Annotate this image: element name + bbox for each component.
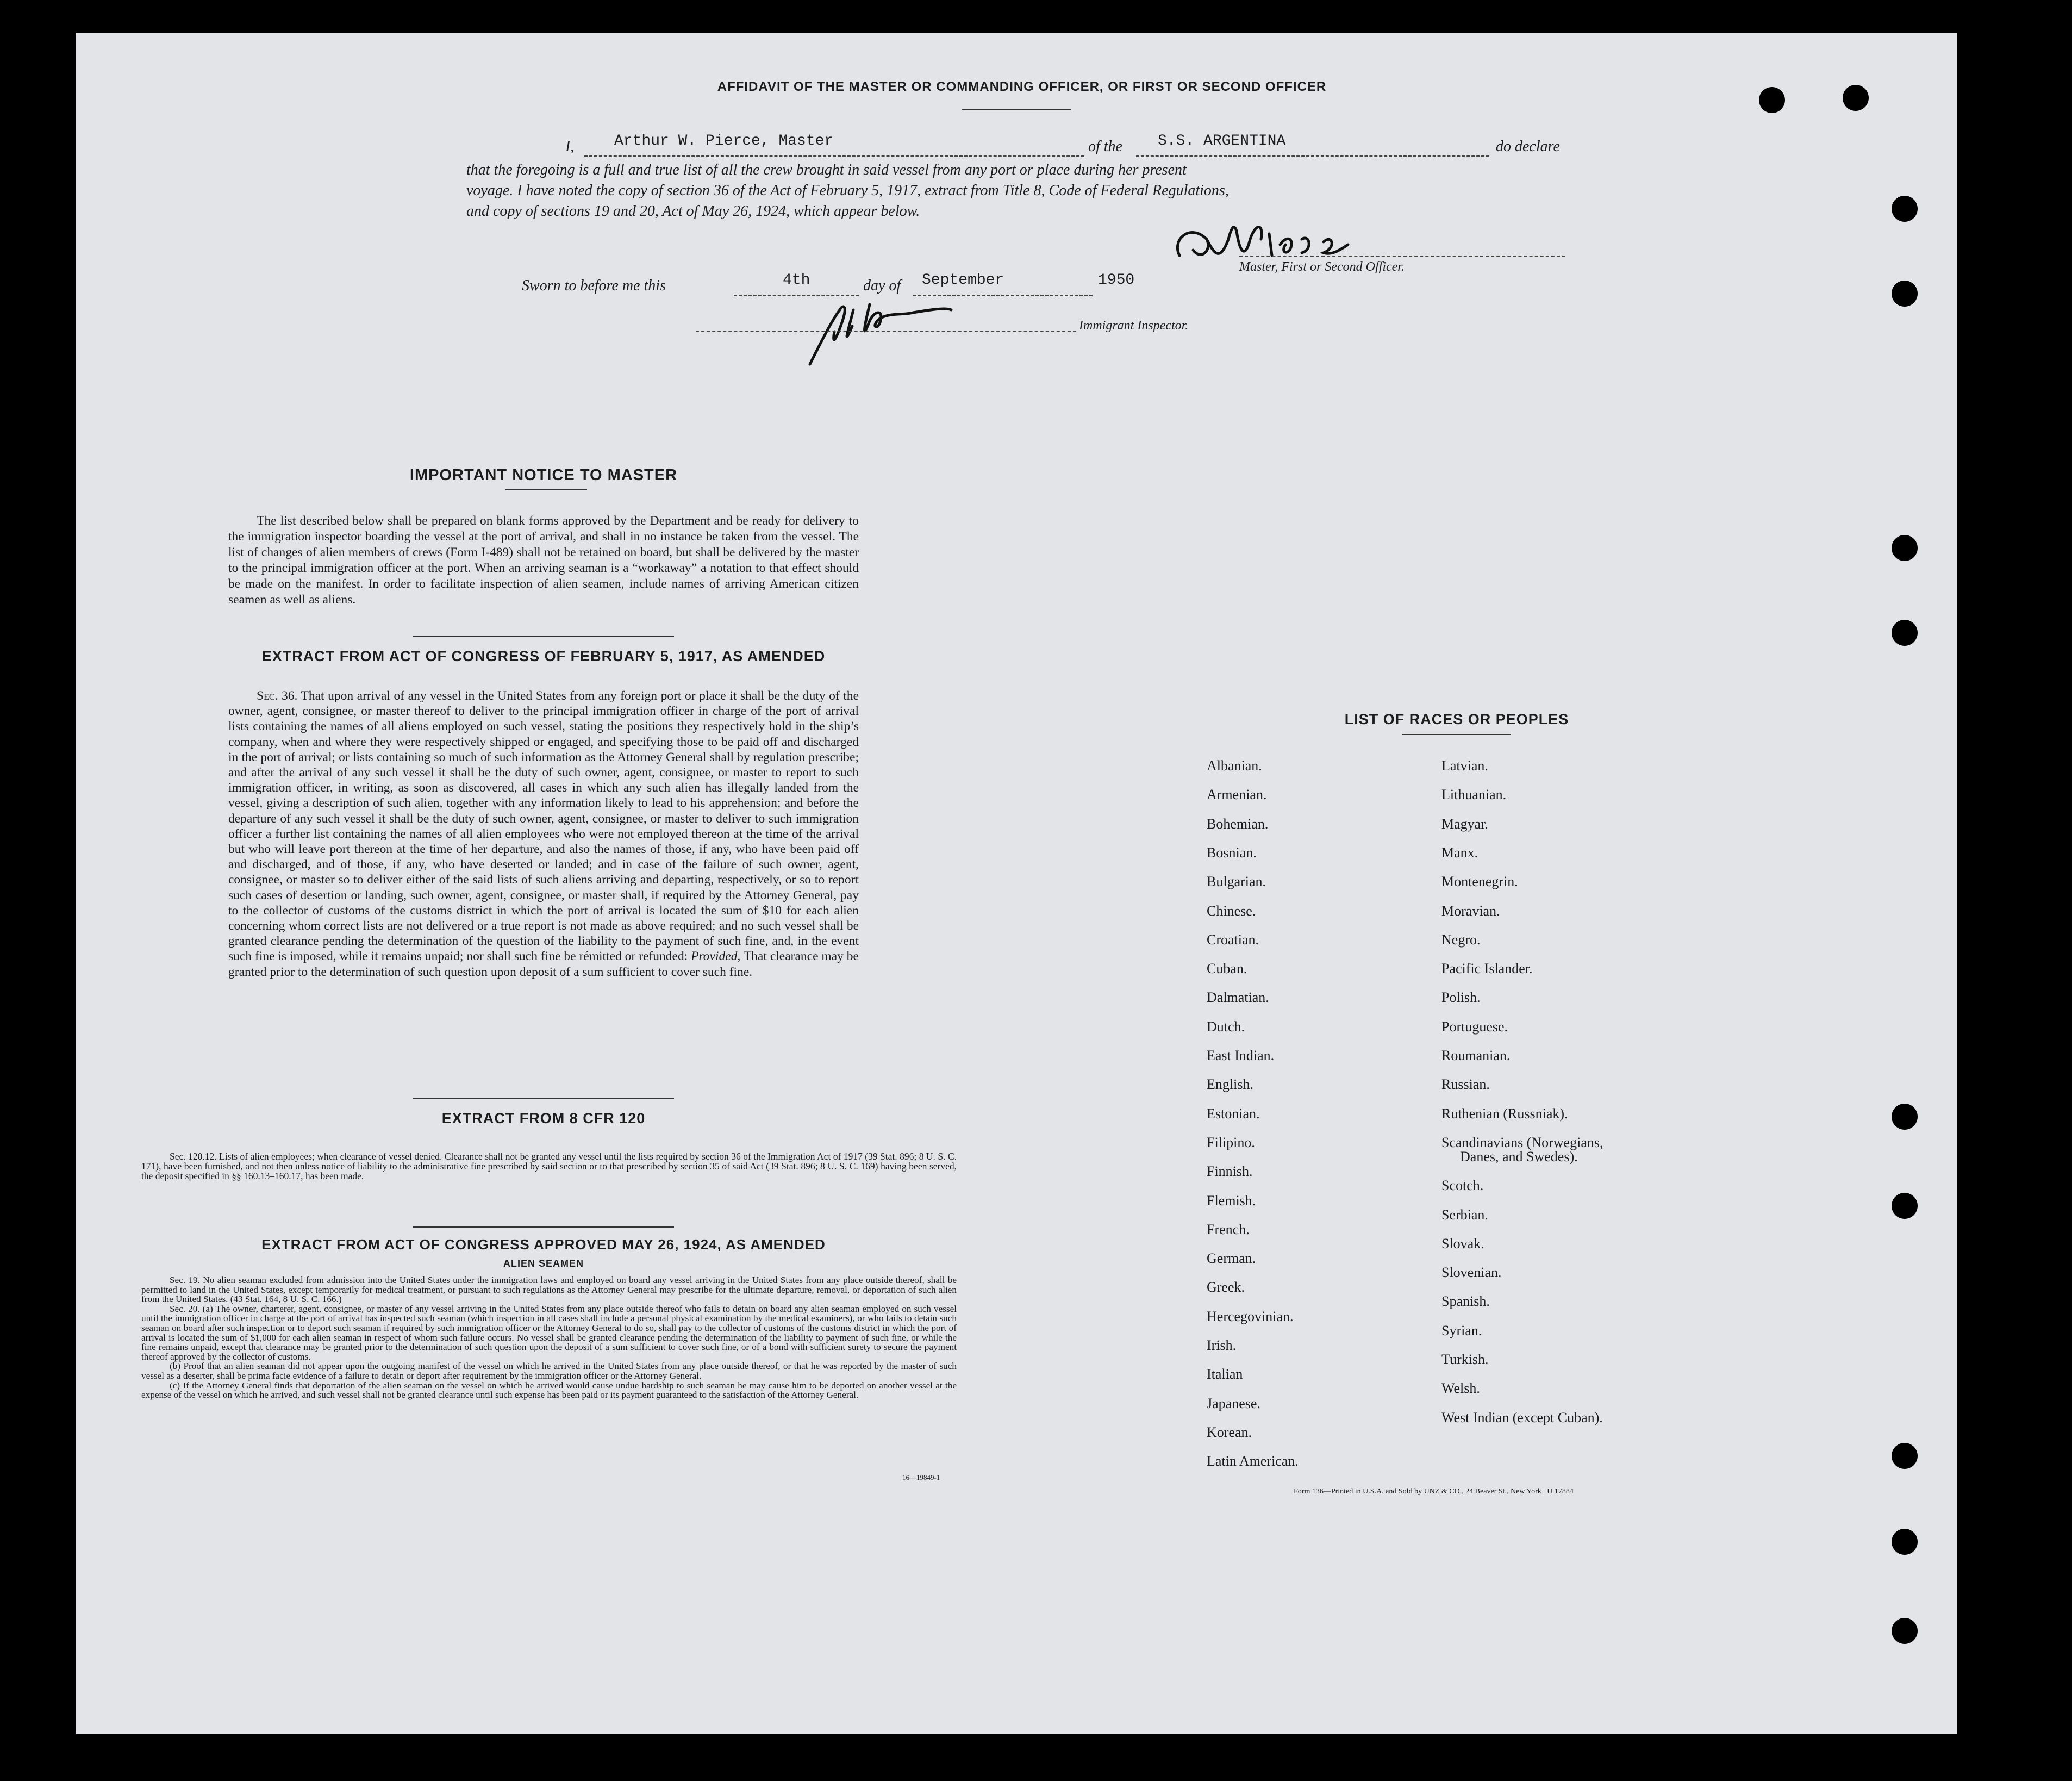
race-item: Irish. — [1207, 1337, 1237, 1353]
sec-20a-text: Sec. 20. (a) The owner, charterer, agent, consignee, or master of any vessel arriving in the United States from any place outside thereof who fails to detain on board any alien seaman employed on such vessel until the immigration officer in charge at the port of arrival has inspected such seaman (which inspection in all cases shall include a personal physical examination by the medical examiners), or who fails to detain such seaman on board after such inspection or to deport such seaman if required by such immigration officer or the Attorney General to do so, shall pay to the collector of customs of the customs district in which the port of arrival is located the sum of $1,000 for each alien seaman in respect of whom such failure occurs. No vessel shall be granted clearance pending the determination of the liability to payment of such fine, or while the fine remains unpaid, except that clearance may be granted prior to the determination of such question upon the deposit of a sum sufficient to cover such fine, or of a bond with sufficient surety to secure the payment thereof approved by the collector of customs. — [141, 1303, 957, 1362]
race-item: Scandinavians (Norwegians, — [1441, 1134, 1603, 1150]
notice-rule — [505, 489, 587, 490]
sworn-month: September — [922, 272, 1004, 289]
extract-cfr-title: EXTRACT FROM 8 CFR 120 — [441, 1110, 646, 1126]
race-item: Montenegrin. — [1441, 874, 1518, 890]
race-item: Croatian. — [1207, 931, 1259, 948]
inspector-signature-line — [696, 331, 1076, 332]
race-item: Italian — [1207, 1366, 1243, 1383]
race-item: Korean. — [1207, 1424, 1252, 1440]
sec-36-label: Sec. 36. — [257, 689, 298, 703]
do-declare-label: do declare — [1496, 138, 1560, 155]
race-item: Hercegovinian. — [1207, 1308, 1294, 1324]
race-item: Albanian. — [1207, 758, 1262, 774]
race-item: Lithuanian. — [1441, 787, 1507, 803]
extract-1924-text — [141, 1275, 957, 1400]
race-item: Portuguese. — [1441, 1018, 1508, 1035]
race-item: Serbian. — [1441, 1206, 1488, 1223]
race-item: Bosnian. — [1207, 844, 1257, 861]
race-item: Bulgarian. — [1207, 874, 1266, 890]
punch-hole — [1892, 1193, 1918, 1219]
document-page — [76, 33, 1957, 1734]
race-item: Russian. — [1441, 1076, 1490, 1093]
sec-36-proviso: That clearance may be granted prior to the determination of such question upon deposit of a sum sufficient to cover such fine. — [228, 949, 859, 979]
sec-19-text: Sec. 19. No alien seaman excluded from admission into the United States under the immigration laws and employed on board any vessel arriving in the United States from any place outside thereof, shall be permitted to land in the United States, except temporarily for medical treatment, or pursuant to such regulations as the Attorney General may prescribe for the ultimate departure, removal, or deportation of such alien from the United States. (43 Stat. 164, 8 U. S. C. 166.) — [141, 1275, 957, 1305]
race-item: Slovenian. — [1441, 1265, 1502, 1281]
race-item: Syrian. — [1441, 1322, 1482, 1338]
extract-1917-text — [228, 688, 859, 980]
race-item: Spanish. — [1441, 1293, 1490, 1310]
race-item: Flemish. — [1207, 1192, 1256, 1209]
race-item: Dalmatian. — [1207, 989, 1269, 1006]
race-item: Greek. — [1207, 1279, 1245, 1296]
master-signature-line — [1239, 256, 1565, 257]
race-item: Polish. — [1441, 989, 1481, 1006]
punch-hole — [1843, 85, 1869, 111]
punch-hole — [1759, 87, 1785, 113]
race-item: Cuban. — [1207, 961, 1247, 977]
notice-text: The list described below shall be prepared on blank forms approved by the Department and be ready for delivery to the immigration inspector boarding the vessel at the port of arrival, and shall in no instance be taken from the vessel. The list of changes of alien members of crews (Form I-489) shall not be retained on board, but shall be delivered by the master to the principal immigration officer at the port. When an arriving seaman is a “workaway” a notation to that effect should be made on the manifest. In order to facilitate inspection of alien seamen, include names of arriving American citizen seamen as well as aliens. — [228, 514, 859, 607]
race-item: Bohemian. — [1207, 815, 1269, 832]
race-item: Estonian. — [1207, 1105, 1260, 1122]
race-item: Scotch. — [1441, 1178, 1484, 1194]
race-item: Danes, and Swedes). — [1460, 1148, 1578, 1164]
sec-20b-text: (b) Proof that an alien seaman did not appear upon the outgoing manifest of the vessel on which he arrived in the United States from any place outside thereof, or that he was reported by the master of such vessel as a deserter, shall be prima facie evidence of a failure to detain or deport after requirement by the immigration officer or the Attorney General. — [141, 1361, 957, 1381]
race-item: East Indian. — [1207, 1048, 1275, 1063]
race-item: Armenian. — [1207, 787, 1267, 803]
section-rule-1924 — [413, 1226, 674, 1228]
sworn-day: 4th — [783, 272, 810, 289]
punch-hole — [1892, 620, 1918, 646]
punch-hole — [1892, 1529, 1918, 1555]
provided-label: Provided, — [691, 949, 741, 964]
race-item: Chinese. — [1207, 902, 1256, 919]
extract-cfr-text: Sec. 120.12. Lists of alien employees; when clearance of vessel denied. Clearance shall not be granted any vessel until the lists required by section 36 of the Immigration Act of 1917 (39 Stat. 896; 8 U. S. C. 171), have been furnished, and not then unless notice of liability to the administrative fine prescribed by said section or to that prescribed by section 35 of said Act (39 Stat. 896; 8 U. S. C. 169) having been served, the deposit specified in §§ 160.13–160.17, has been made. — [141, 1151, 957, 1181]
affidavit-title: AFFIDAVIT OF THE MASTER OR COMMANDING OFFICER, OR FIRST OR SECOND OFFICER — [717, 79, 1327, 94]
race-item: Welsh. — [1441, 1380, 1480, 1397]
race-item: Ruthenian (Russniak). — [1441, 1105, 1568, 1122]
race-item: West Indian (except Cuban). — [1441, 1409, 1603, 1425]
inspector-caption: Immigrant Inspector. — [1079, 319, 1189, 333]
day-of-label: day of — [863, 277, 901, 294]
punch-hole — [1892, 535, 1918, 561]
race-item: Pacific Islander. — [1441, 961, 1533, 977]
master-caption: Master, First or Second Officer. — [1239, 260, 1405, 274]
alien-seamen-subtitle: ALIEN SEAMEN — [503, 1258, 584, 1269]
i-label: I, — [565, 138, 575, 155]
printer-imprint: Form 136—Printed in U.S.A. and Sold by UNZ & CO., 24 Beaver St., New York U 17884 — [1294, 1487, 1574, 1496]
extract-1917-title: EXTRACT FROM ACT OF CONGRESS OF FEBRUARY 5, 1917, AS AMENDED — [261, 648, 826, 664]
race-item: Negro. — [1441, 931, 1481, 948]
race-item: Filipino. — [1207, 1134, 1255, 1150]
punch-hole — [1892, 1104, 1918, 1130]
sec-20c-text: (c) If the Attorney General finds that deportation of the alien seaman on the vessel on which he arrived would cause undue hardship to such seaman he may cause him to be deported on another vessel at the expense of the vessel on which he arrived, and such vessel shall not be granted clearance until such expense has been paid or its payment guaranteed to the satisfaction of the Attorney General. — [141, 1380, 957, 1400]
form-code: 16—19849-1 — [902, 1473, 940, 1481]
master-name-line — [584, 155, 1084, 157]
punch-hole — [1892, 196, 1918, 222]
section-rule-1917 — [413, 636, 674, 637]
sworn-year: 1950 — [1098, 272, 1135, 289]
race-item: Latvian. — [1441, 758, 1488, 774]
race-item: Roumanian. — [1441, 1048, 1511, 1063]
race-item: Latin American. — [1207, 1453, 1299, 1469]
notice-title: IMPORTANT NOTICE TO MASTER — [409, 466, 678, 484]
race-item: Dutch. — [1207, 1018, 1245, 1035]
inspector-signature — [788, 288, 962, 370]
master-name: Arthur W. Pierce, Master — [614, 133, 834, 150]
affidavit-body: that the foregoing is a full and true list of all the crew brought in said vessel from any port or place during her present voyage. I have noted the copy of section 36 of the Act of February 5, 1917, extract from Title 8, Code of Federal Regulations, and copy of sections 19 and 20, Act of May 26, 1924, which appear below. — [466, 161, 1229, 220]
punch-hole — [1892, 1618, 1918, 1644]
extract-1924-title: EXTRACT FROM ACT OF CONGRESS APPROVED MAY 26, 1924, AS AMENDED — [261, 1236, 826, 1253]
title-rule — [962, 109, 1071, 110]
race-item: Moravian. — [1441, 902, 1500, 919]
race-item: Magyar. — [1441, 815, 1488, 832]
race-item: English. — [1207, 1076, 1253, 1093]
punch-hole — [1892, 281, 1918, 307]
race-item: Manx. — [1441, 844, 1478, 861]
race-item: Finnish. — [1207, 1163, 1253, 1180]
sworn-label: Sworn to before me this — [522, 277, 666, 294]
races-rule — [1402, 734, 1511, 735]
vessel-name: S.S. ARGENTINA — [1158, 133, 1286, 150]
sec-36-text: That upon arrival of any vessel in the United States from any foreign port or place it shall be the duty of the owner, agent, consignee, or master thereof to deliver to the principal immigration officer in charge of the port of arrival lists containing the names of all aliens employed on such vessel, stating the positions they respectively hold in the ship’s company, when and where they were respectively shipped or engaged, and specifying those to be paid off and discharged in the port of arrival; or lists containing so much of such information as the Attorney General shall by regulation prescribe; and after the arrival of any such vessel it shall be the duty of such owner, agent, consignee, or master to report to such immigration officer, in writing, as soon as discovered, all cases in which any such alien has illegally landed from the vessel, giving a description of such alien, together with any information likely to lead to his apprehension; and before the departure of any such vessel it shall be the duty of such owner, agent, consignee, or master to deliver to such immigration officer a further list containing the names of all alien employees who were not employed thereon at the time of the arrival but who will leave port thereon at the time of her departure, and also the names of those, if any, who have been paid off and discharged, and of those, if any, who have deserted or landed; and in case of the failure of such owner, agent, consignee, or master so to deliver either of the said lists of such aliens arriving and departing, respectively, or so to report such cases of desertion or landing, such owner, agent, consignee, or master shall, if required by the Attorney General, pay to the collector of customs of the customs district in which the port of arrival is located the sum of $10 for each alien concerning whom correct lists are not delivered or a true report is not made as above required; and no such vessel shall be granted clearance pending the determination of the question of the liability to the payment of such fine, and, in the event such fine is imposed, while it remains unpaid; nor shall such fine be rémitted or refunded: — [228, 689, 859, 964]
race-item: Japanese. — [1207, 1395, 1260, 1411]
punch-hole — [1892, 1443, 1918, 1469]
races-title: LIST OF RACES OR PEOPLES — [1344, 711, 1569, 727]
race-item: French. — [1207, 1221, 1250, 1237]
vessel-name-line — [1136, 155, 1489, 157]
race-item: Slovak. — [1441, 1235, 1484, 1251]
race-item: German. — [1207, 1250, 1256, 1267]
race-item: Turkish. — [1441, 1352, 1489, 1367]
section-rule-cfr — [413, 1098, 674, 1099]
of-the-label: of the — [1088, 138, 1122, 155]
